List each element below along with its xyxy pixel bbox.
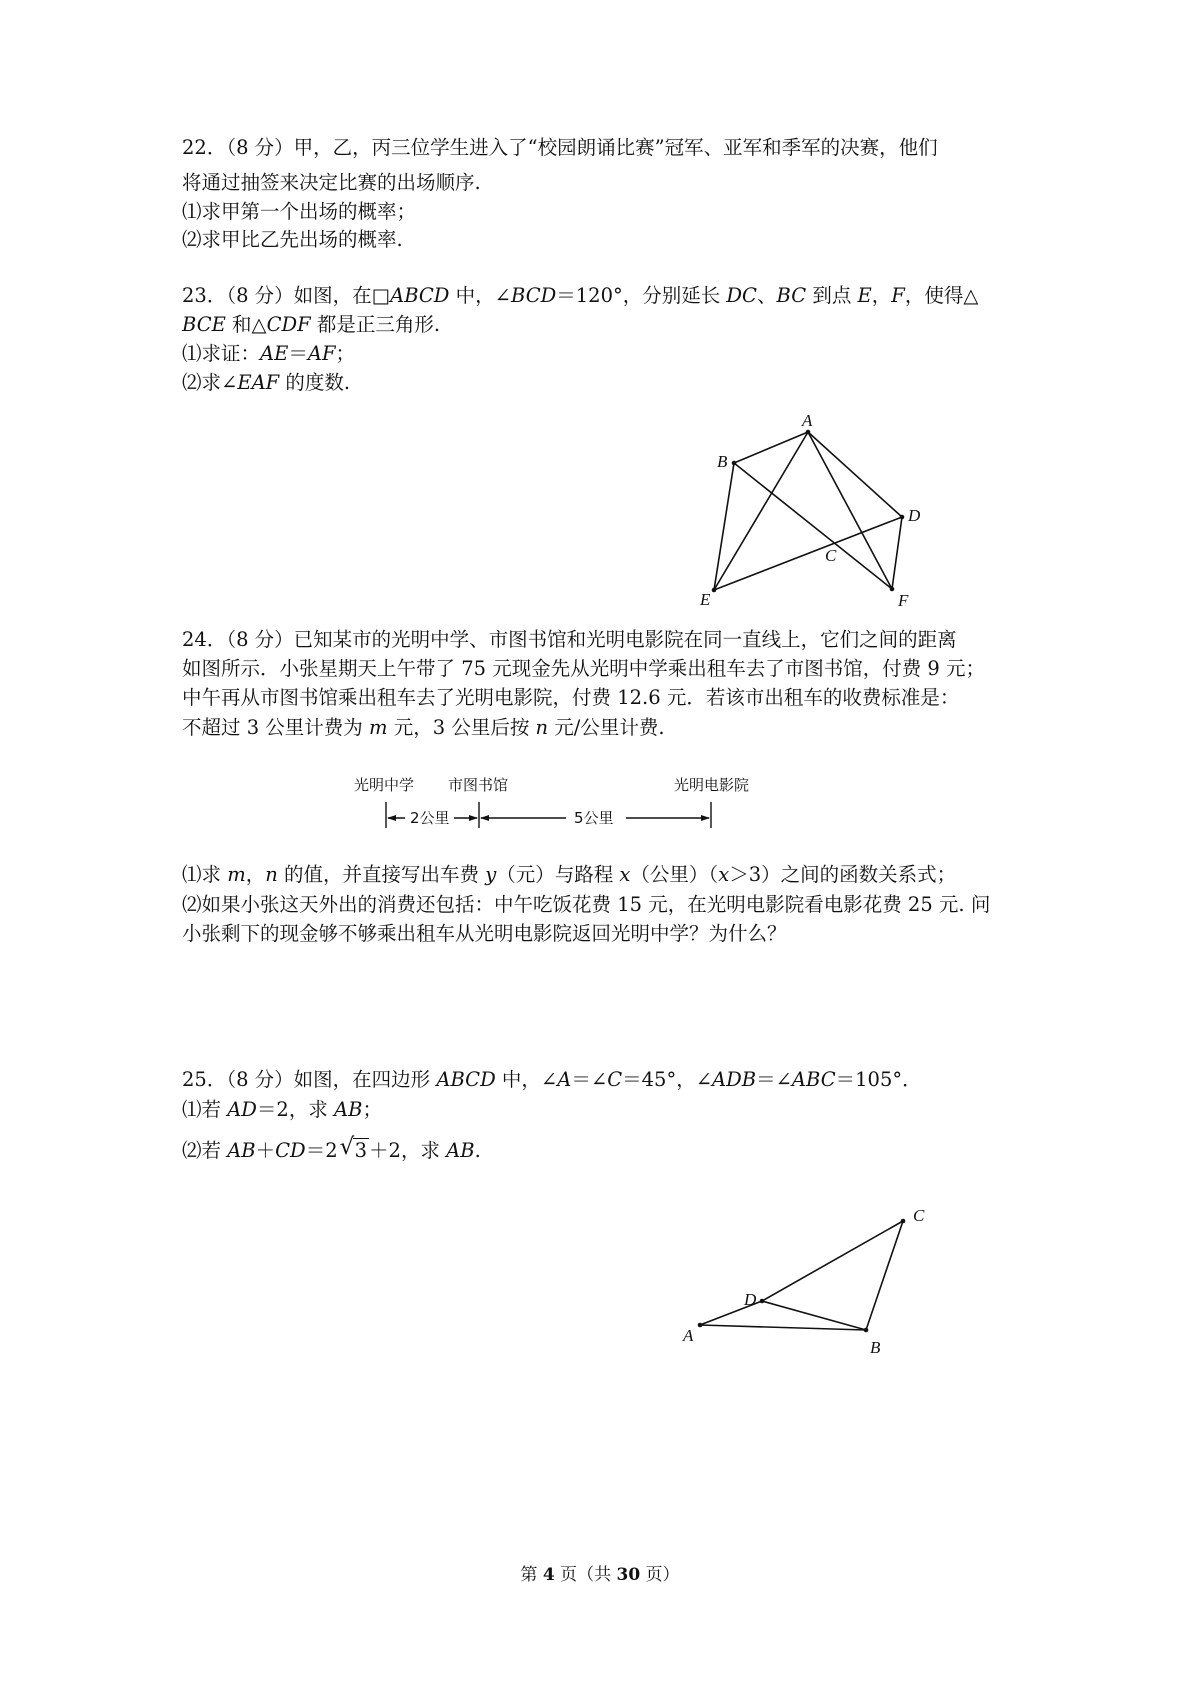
label-a: A xyxy=(802,411,813,430)
distance-label-1: 2公里 xyxy=(410,809,450,827)
q23-line2: BCE 和△CDF 都是正三角形. xyxy=(182,313,441,336)
q23-part1: ⑴求证：AE＝AF； xyxy=(182,342,355,365)
q24-part1: ⑴求 m，n 的值，并直接写出车费 y（元）与路程 x（公里）（x＞3）之间的函数关系式； xyxy=(182,863,957,886)
q24-line4: 不超过 3 公里计费为 m 元，3 公里后按 n 元/公里计费. xyxy=(182,716,665,739)
q24-part2-line1: ⑵如果小张这天外出的消费还包括：中午吃饭花费 15 元，在光明电影院看电影花费 25 元. 问 xyxy=(182,893,991,916)
q22-part2: ⑵求甲比乙先出场的概率. xyxy=(182,228,403,251)
label-b: B xyxy=(717,452,728,471)
label-d: D xyxy=(744,1290,757,1309)
page-footer: 第 4 页（共 30 页） xyxy=(520,1565,680,1585)
q25-part2: ⑵若 AB＋CD＝2 √ 3 ＋2，求 AB. xyxy=(182,1137,481,1165)
q23-part2: ⑵求∠EAF 的度数. xyxy=(182,371,351,394)
label-c: C xyxy=(913,1206,925,1225)
q23-geometry-figure xyxy=(690,410,940,610)
q24-line1: 24．（8 分）已知某市的光明中学、市图书馆和光明电影院在同一直线上，它们之间的距离 xyxy=(182,628,957,651)
place-label-school: 光明中学 xyxy=(354,776,415,794)
q22-line2: 将通过抽签来决定比赛的出场顺序. xyxy=(182,171,481,194)
label-b: B xyxy=(870,1338,881,1357)
q22-line1: 22．（8 分）甲，乙，丙三位学生进入了“校园朗诵比赛”冠军、亚军和季军的决赛，他们 xyxy=(182,136,938,159)
q24-line2: 如图所示．小张星期天上午带了 75 元现金先从光明中学乘出租车去了市图书馆，付费 9 元； xyxy=(182,657,986,680)
q22-part1: ⑴求甲第一个出场的概率； xyxy=(182,200,417,223)
q23-line1: 23．（8 分）如图，在□ABCD 中，∠BCD＝120°，分别延长 DC、BC 到点 E，F，使得△ xyxy=(182,284,979,307)
q24-distance-diagram xyxy=(340,760,780,840)
label-f: F xyxy=(898,591,909,610)
distance-label-2: 5公里 xyxy=(574,809,614,827)
label-a: A xyxy=(683,1326,694,1345)
label-c: C xyxy=(825,546,837,565)
label-d: D xyxy=(908,506,921,525)
place-label-library: 市图书馆 xyxy=(448,776,509,794)
q24-line3: 中午再从市图书馆乘出租车去了光明电影院，付费 12.6 元．若该市出租车的收费标准是： xyxy=(182,686,960,709)
q25-part1: ⑴若 AD＝2，求 AB； xyxy=(182,1098,382,1121)
sqrt-symbol: √ 3 xyxy=(339,1134,368,1162)
q25-geometry-figure xyxy=(670,1195,940,1395)
q24-part2-line2: 小张剩下的现金够不够乘出租车从光明电影院返回光明中学？为什么？ xyxy=(182,922,787,945)
q25-line1: 25．（8 分）如图，在四边形 ABCD 中，∠A＝∠C＝45°，∠ADB＝∠ABC＝105°． xyxy=(182,1068,922,1091)
page-number: 4 xyxy=(542,1565,555,1585)
place-label-cinema: 光明电影院 xyxy=(674,776,750,794)
total-pages: 30 xyxy=(616,1565,641,1585)
label-e: E xyxy=(700,590,711,609)
